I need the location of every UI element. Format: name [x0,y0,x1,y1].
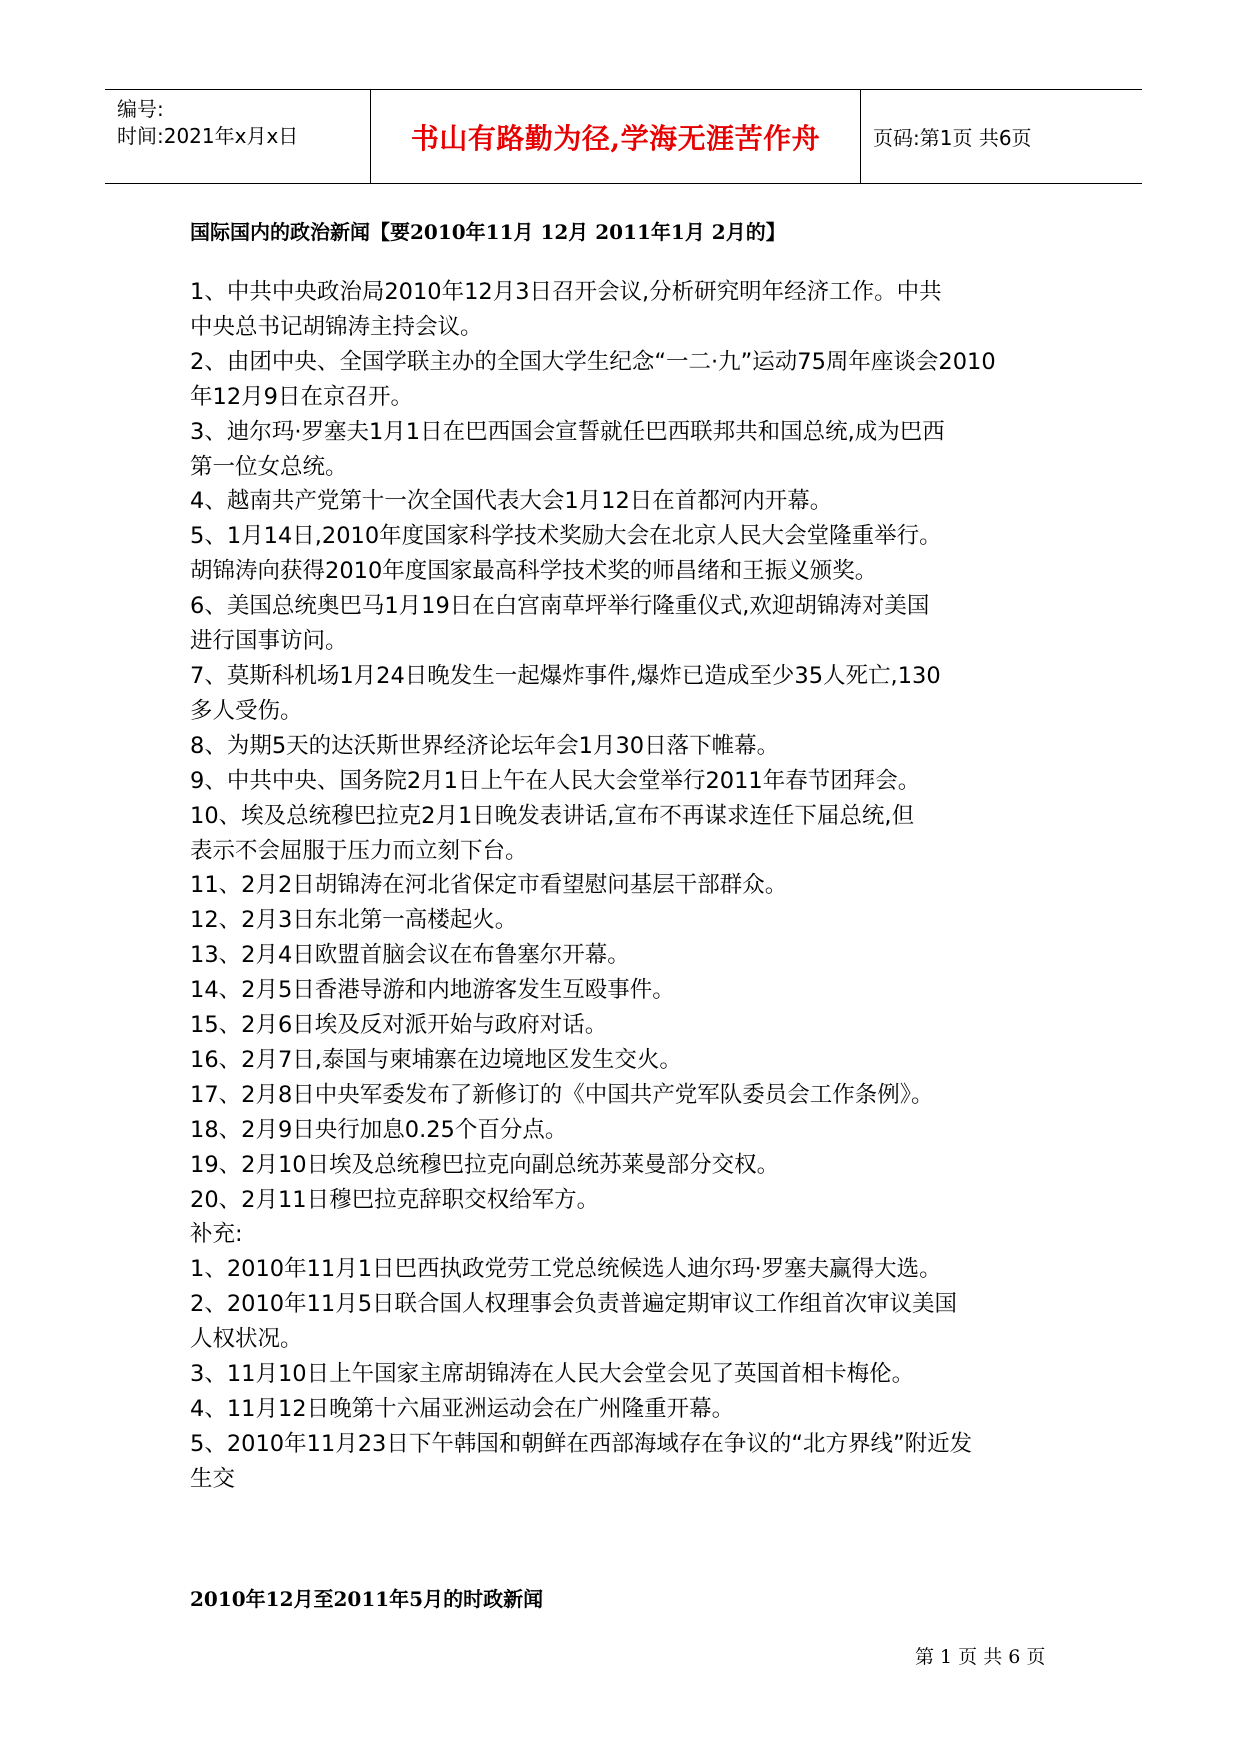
news-line: 表示不会屈服于压力而立刻下台。 [190,837,528,864]
news-line: 16、2月7日,泰国与柬埔寨在边境地区发生交火。 [190,1046,682,1073]
news-line: 生交 [190,1465,236,1492]
news-line: 第一位女总统。 [190,453,348,480]
news-line: 10、埃及总统穆巴拉克2月1日晚发表讲话,宣布不再谋求连任下届总统,但 [190,802,915,829]
news-line: 人权状况。 [190,1326,303,1353]
page-header [105,89,1142,184]
news-line: 11、2月2日胡锦涛在河北省保定市看望慰问基层干部群众。 [190,872,788,899]
news-line: 2、由团中央、全国学联主办的全国大学生纪念“一二·九”运动75周年座谈会2010 [190,348,996,375]
news-line: 19、2月10日埃及总统穆巴拉克向副总统苏莱曼部分交权。 [190,1151,780,1178]
news-line: 18、2月9日央行加息0.25个百分点。 [190,1116,568,1143]
header-divider [860,90,861,183]
news-line: 9、中共中央、国务院2月1日上午在人民大会堂举行2011年春节团拜会。 [190,767,921,794]
news-line: 年12月9日在京召开。 [190,383,413,410]
news-line: 20、2月11日穆巴拉克辞职交权给军方。 [190,1186,600,1213]
header-meta [117,96,367,150]
news-line: 1、中共中央政治局2010年12月3日召开会议,分析研究明年经济工作。中共 [190,279,942,305]
news-line: 8、为期5天的达沃斯世界经济论坛年会1月30日落下帷幕。 [190,732,780,759]
news-line: 3、11月10日上午国家主席胡锦涛在人民大会堂会见了英国首相卡梅伦。 [190,1361,915,1388]
news-line: 14、2月5日香港导游和内地游客发生互殴事件。 [190,977,675,1004]
news-list [190,275,1070,1497]
document-title: 国际国内的政治新闻【要2010年11月 12月 2011年1月 2月的】 [190,220,786,244]
header-page-info: 页码:第1页 共6页 [873,126,1032,150]
news-line: 进行国事访问。 [190,628,348,655]
news-line: 中央总书记胡锦涛主持会议。 [190,313,483,340]
document-time-label: 时间:2021年x月x日 [117,124,299,148]
news-line: 胡锦涛向获得2010年度国家最高科学技术奖的师昌绪和王振义颁奖。 [190,558,878,585]
document-number-label: 编号: [117,97,164,121]
news-line: 5、1月14日,2010年度国家科学技术奖励大会在北京人民大会堂隆重举行。 [190,523,942,550]
news-line: 2、2010年11月5日联合国人权理事会负责普遍定期审议工作组首次审议美国 [190,1291,958,1318]
header-motto: 书山有路勤为径,学海无涯苦作舟 [410,121,821,155]
news-line: 4、11月12日晚第十六届亚洲运动会在广州隆重开幕。 [190,1396,735,1422]
news-line: 4、越南共产党第十一次全国代表大会1月12日在首都河内开幕。 [190,488,833,515]
news-line: 多人受伤。 [190,697,303,724]
news-line: 5、2010年11月23日下午韩国和朝鲜在西部海域存在争议的“北方界线”附近发 [190,1430,973,1457]
news-line: 12、2月3日东北第一高楼起火。 [190,907,518,934]
news-line: 3、迪尔玛·罗塞夫1月1日在巴西国会宣誓就任巴西联邦共和国总统,成为巴西 [190,418,945,445]
news-line: 6、美国总统奥巴马1月19日在白宫南草坪举行隆重仪式,欢迎胡锦涛对美国 [190,593,930,620]
page-footer: 第 1 页 共 6 页 [915,1646,1046,1668]
news-line: 17、2月8日中央军委发布了新修订的《中国共产党军队委员会工作条例》。 [190,1081,934,1108]
section-title: 2010年12月至2011年5月的时政新闻 [190,1587,544,1611]
news-line: 补充: [190,1221,243,1248]
news-line: 15、2月6日埃及反对派开始与政府对话。 [190,1012,608,1039]
news-line: 1、2010年11月1日巴西执政党劳工党总统候选人迪尔玛·罗塞夫赢得大选。 [190,1256,942,1283]
news-line: 13、2月4日欧盟首脑会议在布鲁塞尔开幕。 [190,942,630,969]
news-line: 7、莫斯科机场1月24日晚发生一起爆炸事件,爆炸已造成至少35人死亡,130 [190,662,941,689]
